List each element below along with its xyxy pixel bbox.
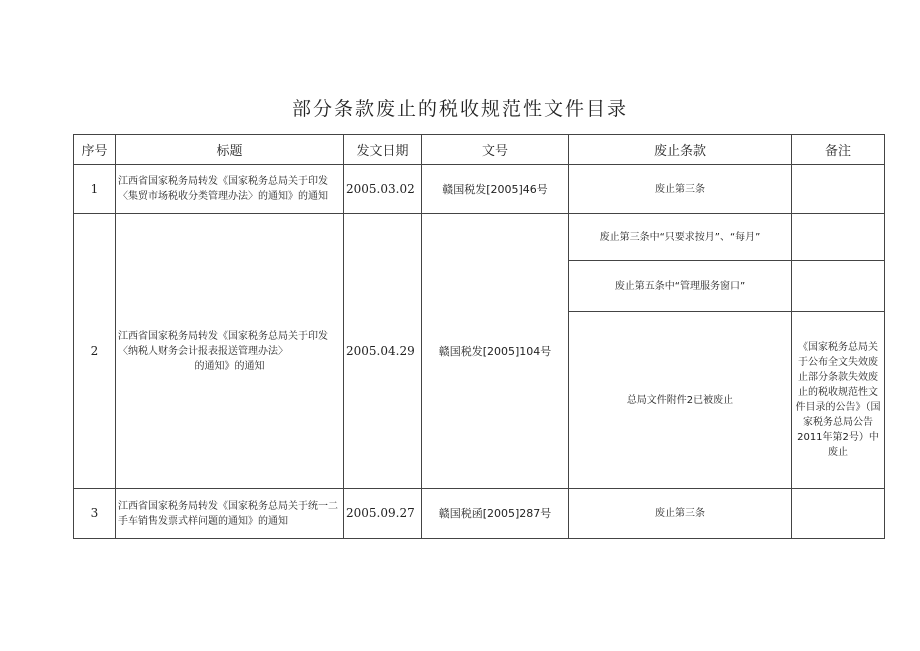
row-title-line2: 的通知》的通知 [194,360,265,372]
header-wenhao: 文号 [422,135,569,165]
table-row [74,489,885,539]
row-date: 2005.03.02 [344,165,422,214]
row-date: 2005.04.29 [344,214,422,489]
table-header-row [74,135,885,165]
row-clause: 废止第五条中“管理服务窗口” [569,261,792,312]
row-seq: 3 [74,489,116,539]
row-wenhao: 赣国税发[2005]104号 [422,214,569,489]
table-row [74,165,885,214]
row-note-empty [792,261,885,312]
header-date: 发文日期 [344,135,422,165]
page-title: 部分条款废止的税收规范性文件目录 [291,98,628,120]
header-note: 备注 [792,135,885,165]
row-wenhao: 赣国税发[2005]46号 [422,165,569,214]
row-title: 江西省国家税务局转发《国家税务总局关于印发〈集贸市场税收分类管理办法〉的通知》的通知 [116,165,344,214]
row-seq: 2 [74,214,116,489]
row-note [792,489,885,539]
row-seq: 1 [74,165,116,214]
header-seq: 序号 [74,135,116,165]
row-clause: 废止第三条中“只要求按月”、“每月” [569,214,792,261]
row-note-empty [792,214,885,261]
header-clause: 废止条款 [569,135,792,165]
table-row [74,214,885,261]
header-title: 标题 [116,135,344,165]
row-clause: 废止第三条 [569,165,792,214]
row-clause: 总局文件附件2已被废止 [569,312,792,489]
row-date: 2005.09.27 [344,489,422,539]
row-title: 江西省国家税务局转发《国家税务总局关于统一二手车销售发票式样问题的通知》的通知 [116,489,344,539]
row-title-line1: 江西省国家税务局转发《国家税务总局关于印发〈纳税人财务会计报表报送管理办法〉 [118,330,328,357]
row-wenhao: 赣国税函[2005]287号 [422,489,569,539]
row-title [116,214,344,489]
row-clause: 废止第三条 [569,489,792,539]
row-note: 《国家税务总局关于公布全文失效废止部分条款失效废止的税收规范性文件目录的公告》（国家税务总局公告2011年第2号）中废止 [792,312,885,489]
row-note [792,165,885,214]
document-table [73,134,885,539]
